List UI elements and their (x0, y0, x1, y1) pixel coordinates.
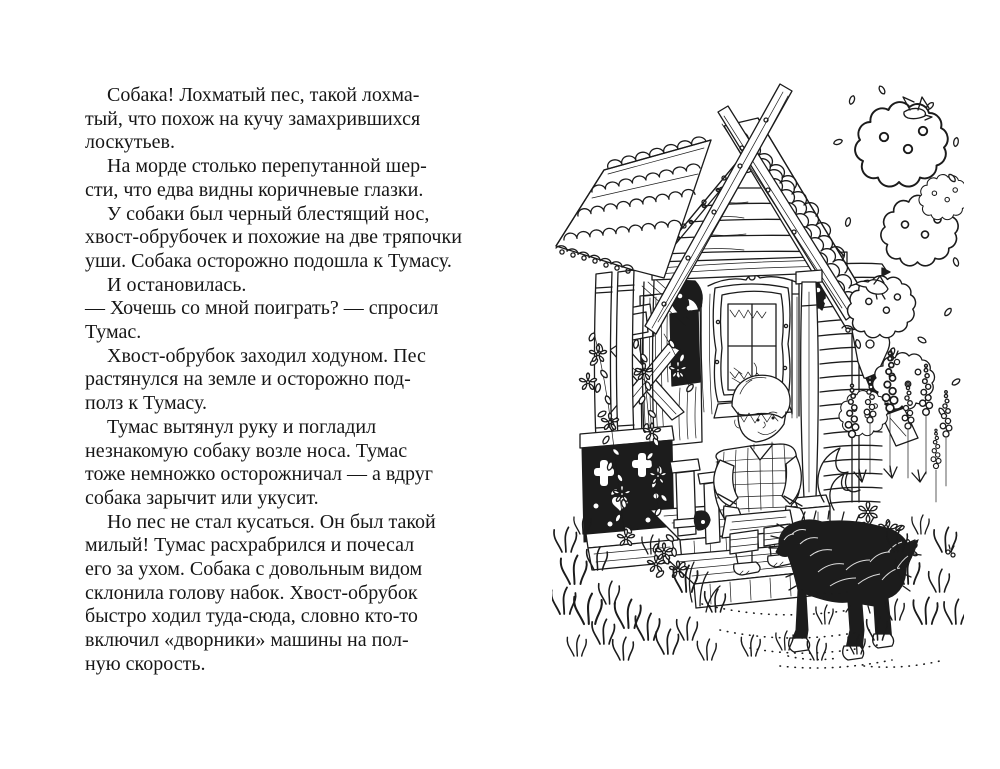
text-line: сти, что едва видны коричневые глазки. (85, 178, 424, 201)
paragraph (85, 297, 489, 344)
text-line: полз к Тумасу. (85, 392, 208, 415)
dog-paw (789, 638, 810, 652)
foliage (833, 85, 964, 436)
text-line: хвост-обрубочек и похожие на две тряпочки (85, 226, 462, 249)
text-line: тый, что похож на кучу замахрившихся (85, 107, 421, 130)
paragraph (85, 274, 489, 298)
story-text (85, 84, 489, 677)
text-line: Собака! Лохматый пес, такой лохма- (107, 84, 420, 106)
text-line: И остановилась. (107, 273, 247, 296)
paragraph (85, 155, 489, 202)
text-line: лоскутьев. (85, 131, 175, 154)
text-line: склонила голову набок. Хвост-обрубок (85, 581, 418, 604)
paragraph (85, 416, 489, 511)
text-line: милый! Тумас расхрабрился и почесал (85, 534, 415, 557)
text-line: включил «дворники» машины на пол- (85, 629, 409, 652)
pant-cuff (730, 530, 758, 554)
text-line: собака зарычит или укусит. (85, 486, 319, 509)
paragraph (85, 345, 489, 416)
text-line: Тумас. (85, 321, 142, 344)
text-line: Но пес не стал кусаться. Он был такой (107, 510, 436, 533)
acanthus-leaf (818, 448, 860, 502)
text-line: растянулся на земле и осторожно под- (85, 368, 411, 391)
acanthus-leaf (830, 474, 850, 510)
text-line: незнакомую собаку возле носа. Тумас (85, 439, 408, 462)
text-line: быстро ходил туда-сюда, словно кто-то (85, 605, 418, 628)
paragraph (85, 84, 489, 155)
text-line: На морде столько перепутанной шер- (107, 155, 427, 178)
text-line: ную скорость. (85, 652, 206, 675)
text-line: тоже немножко осторожничал — а вдруг (85, 463, 433, 486)
text-line: уши. Собака осторожно подошла к Тумасу. (85, 249, 452, 272)
text-line: его за ухом. Собака с довольным видом (85, 558, 423, 581)
text-line: — Хочешь со мной поиграть? — спросил (85, 297, 439, 320)
paragraph (85, 511, 489, 677)
text-line: Хвост-обрубок заходил ходуном. Пес (107, 344, 426, 367)
paragraph (85, 203, 489, 274)
text-line: Тумас вытянул руку и погладил (107, 415, 377, 438)
porch-illustration (552, 82, 964, 676)
text-line: У собаки был черный блестящий нос, (107, 202, 430, 225)
